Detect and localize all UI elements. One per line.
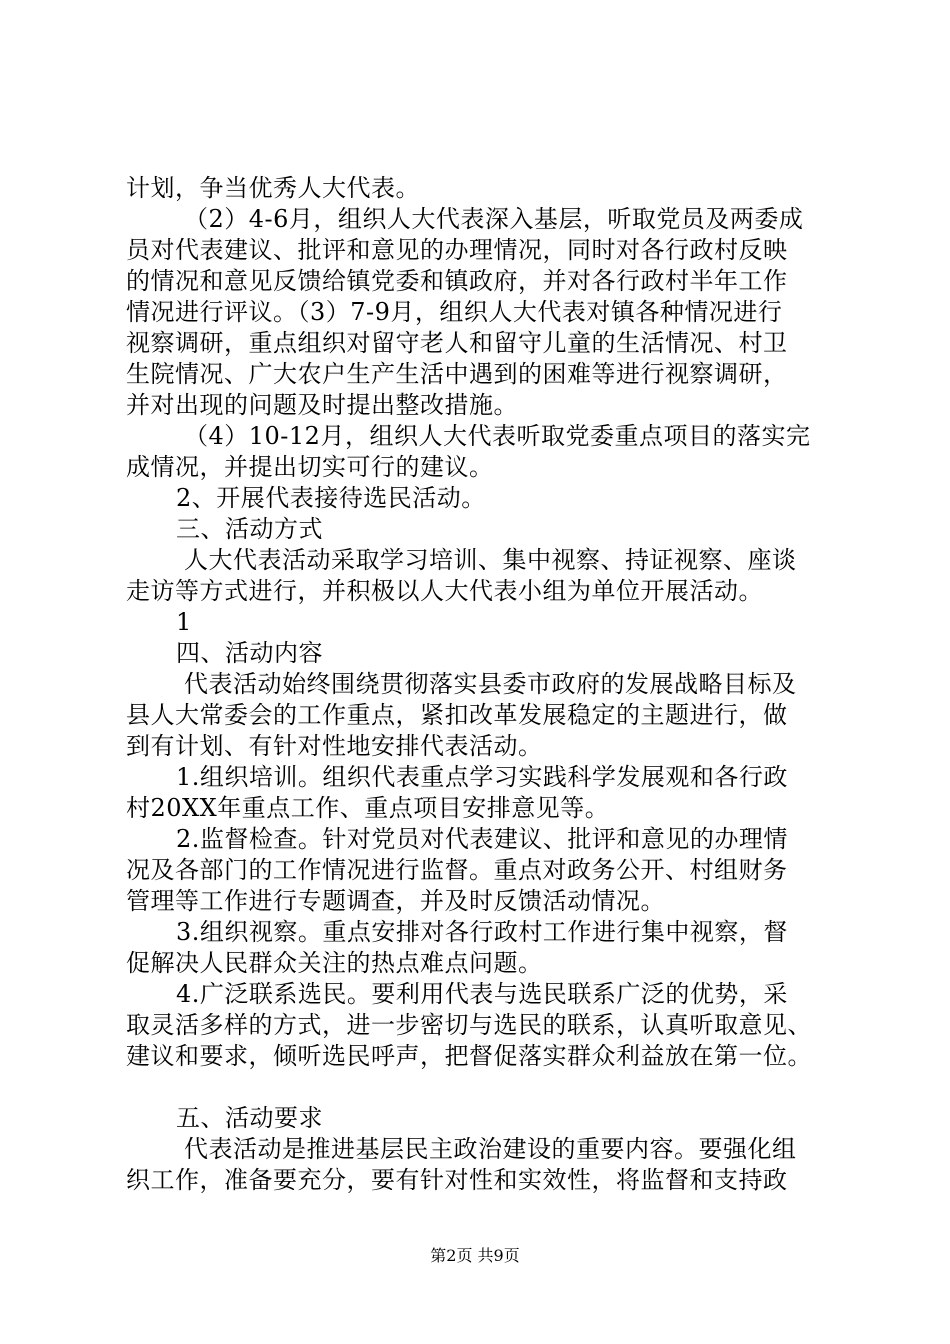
section-heading: 四、活动内容 (176, 639, 323, 667)
paragraph-line: 代表活动始终围绕贯彻落实县委市政府的发展战略目标及 (184, 670, 797, 698)
paragraph-line: 况及各部门的工作情况进行监督。重点对政务公开、村组财务 (126, 856, 788, 884)
paragraph-line: 情况进行评议。（3）7-9月，组织人大代表对镇各种情况进行 (126, 298, 783, 326)
paragraph-line: 取灵活多样的方式，进一步密切与选民的联系，认真听取意见、 (126, 1011, 812, 1039)
paragraph-line: 村20XX年重点工作、重点项目安排意见等。 (126, 794, 610, 822)
paragraph-line: 到有计划、有针对性地安排代表活动。 (126, 732, 543, 760)
section-heading: 五、活动要求 (176, 1104, 323, 1132)
list-item: 3.组织视察。重点安排对各行政村工作进行集中视察，督 (176, 918, 788, 946)
list-item: 4.广泛联系选民。要利用代表与选民联系广泛的优势，采 (176, 980, 788, 1008)
paragraph-line: 建议和要求，倾听选民呼声，把督促落实群众利益放在第一位。 (126, 1042, 812, 1070)
paragraph-line: 成情况，并提出切实可行的建议。 (126, 453, 494, 481)
paragraph-line: 生院情况、广大农户生产生活中遇到的困难等进行视察调研， (126, 360, 788, 388)
paragraph-line: 计划，争当优秀人大代表。 (126, 174, 420, 202)
paragraph-line: 视察调研，重点组织对留守老人和留守儿童的生活情况、村卫 (126, 329, 788, 357)
paragraph-line: 促解决人民群众关注的热点难点问题。 (126, 949, 543, 977)
paragraph-line: 管理等工作进行专题调查，并及时反馈活动情况。 (126, 887, 665, 915)
section-heading: 三、活动方式 (176, 515, 323, 543)
page-footer: 第2页 共9页 (430, 1246, 520, 1265)
page-number-inline: 1 (176, 608, 192, 636)
blank-line (126, 1072, 826, 1103)
list-item: 1.组织培训。组织代表重点学习实践科学发展观和各行政 (176, 763, 788, 791)
paragraph-line: 人大代表活动采取学习培训、集中视察、持证视察、座谈 (184, 546, 797, 574)
document-body (126, 173, 826, 1196)
paragraph-line: 县人大常委会的工作重点，紧扣改革发展稳定的主题进行，做 (126, 701, 788, 729)
paragraph-line: 的情况和意见反馈给镇党委和镇政府，并对各行政村半年工作 (126, 267, 788, 295)
paragraph-line: 代表活动是推进基层民主政治建设的重要内容。要强化组 (184, 1135, 797, 1163)
paragraph-line: 走访等方式进行，并积极以人大代表小组为单位开展活动。 (126, 577, 763, 605)
paragraph-line: （4）10-12月，组织人大代表听取党委重点项目的落实完 (184, 422, 811, 450)
list-item: 2.监督检查。针对党员对代表建议、批评和意见的办理情 (176, 825, 788, 853)
paragraph-line: 员对代表建议、批评和意见的办理情况，同时对各行政村反映 (126, 236, 788, 264)
paragraph-line: （2）4-6月，组织人大代表深入基层，听取党员及两委成 (184, 205, 804, 233)
paragraph-line: 并对出现的问题及时提出整改措施。 (126, 391, 518, 419)
paragraph-line: 织工作，准备要充分，要有针对性和实效性，将监督和支持政 (126, 1166, 788, 1194)
list-item: 2、开展代表接待选民活动。 (176, 484, 486, 512)
